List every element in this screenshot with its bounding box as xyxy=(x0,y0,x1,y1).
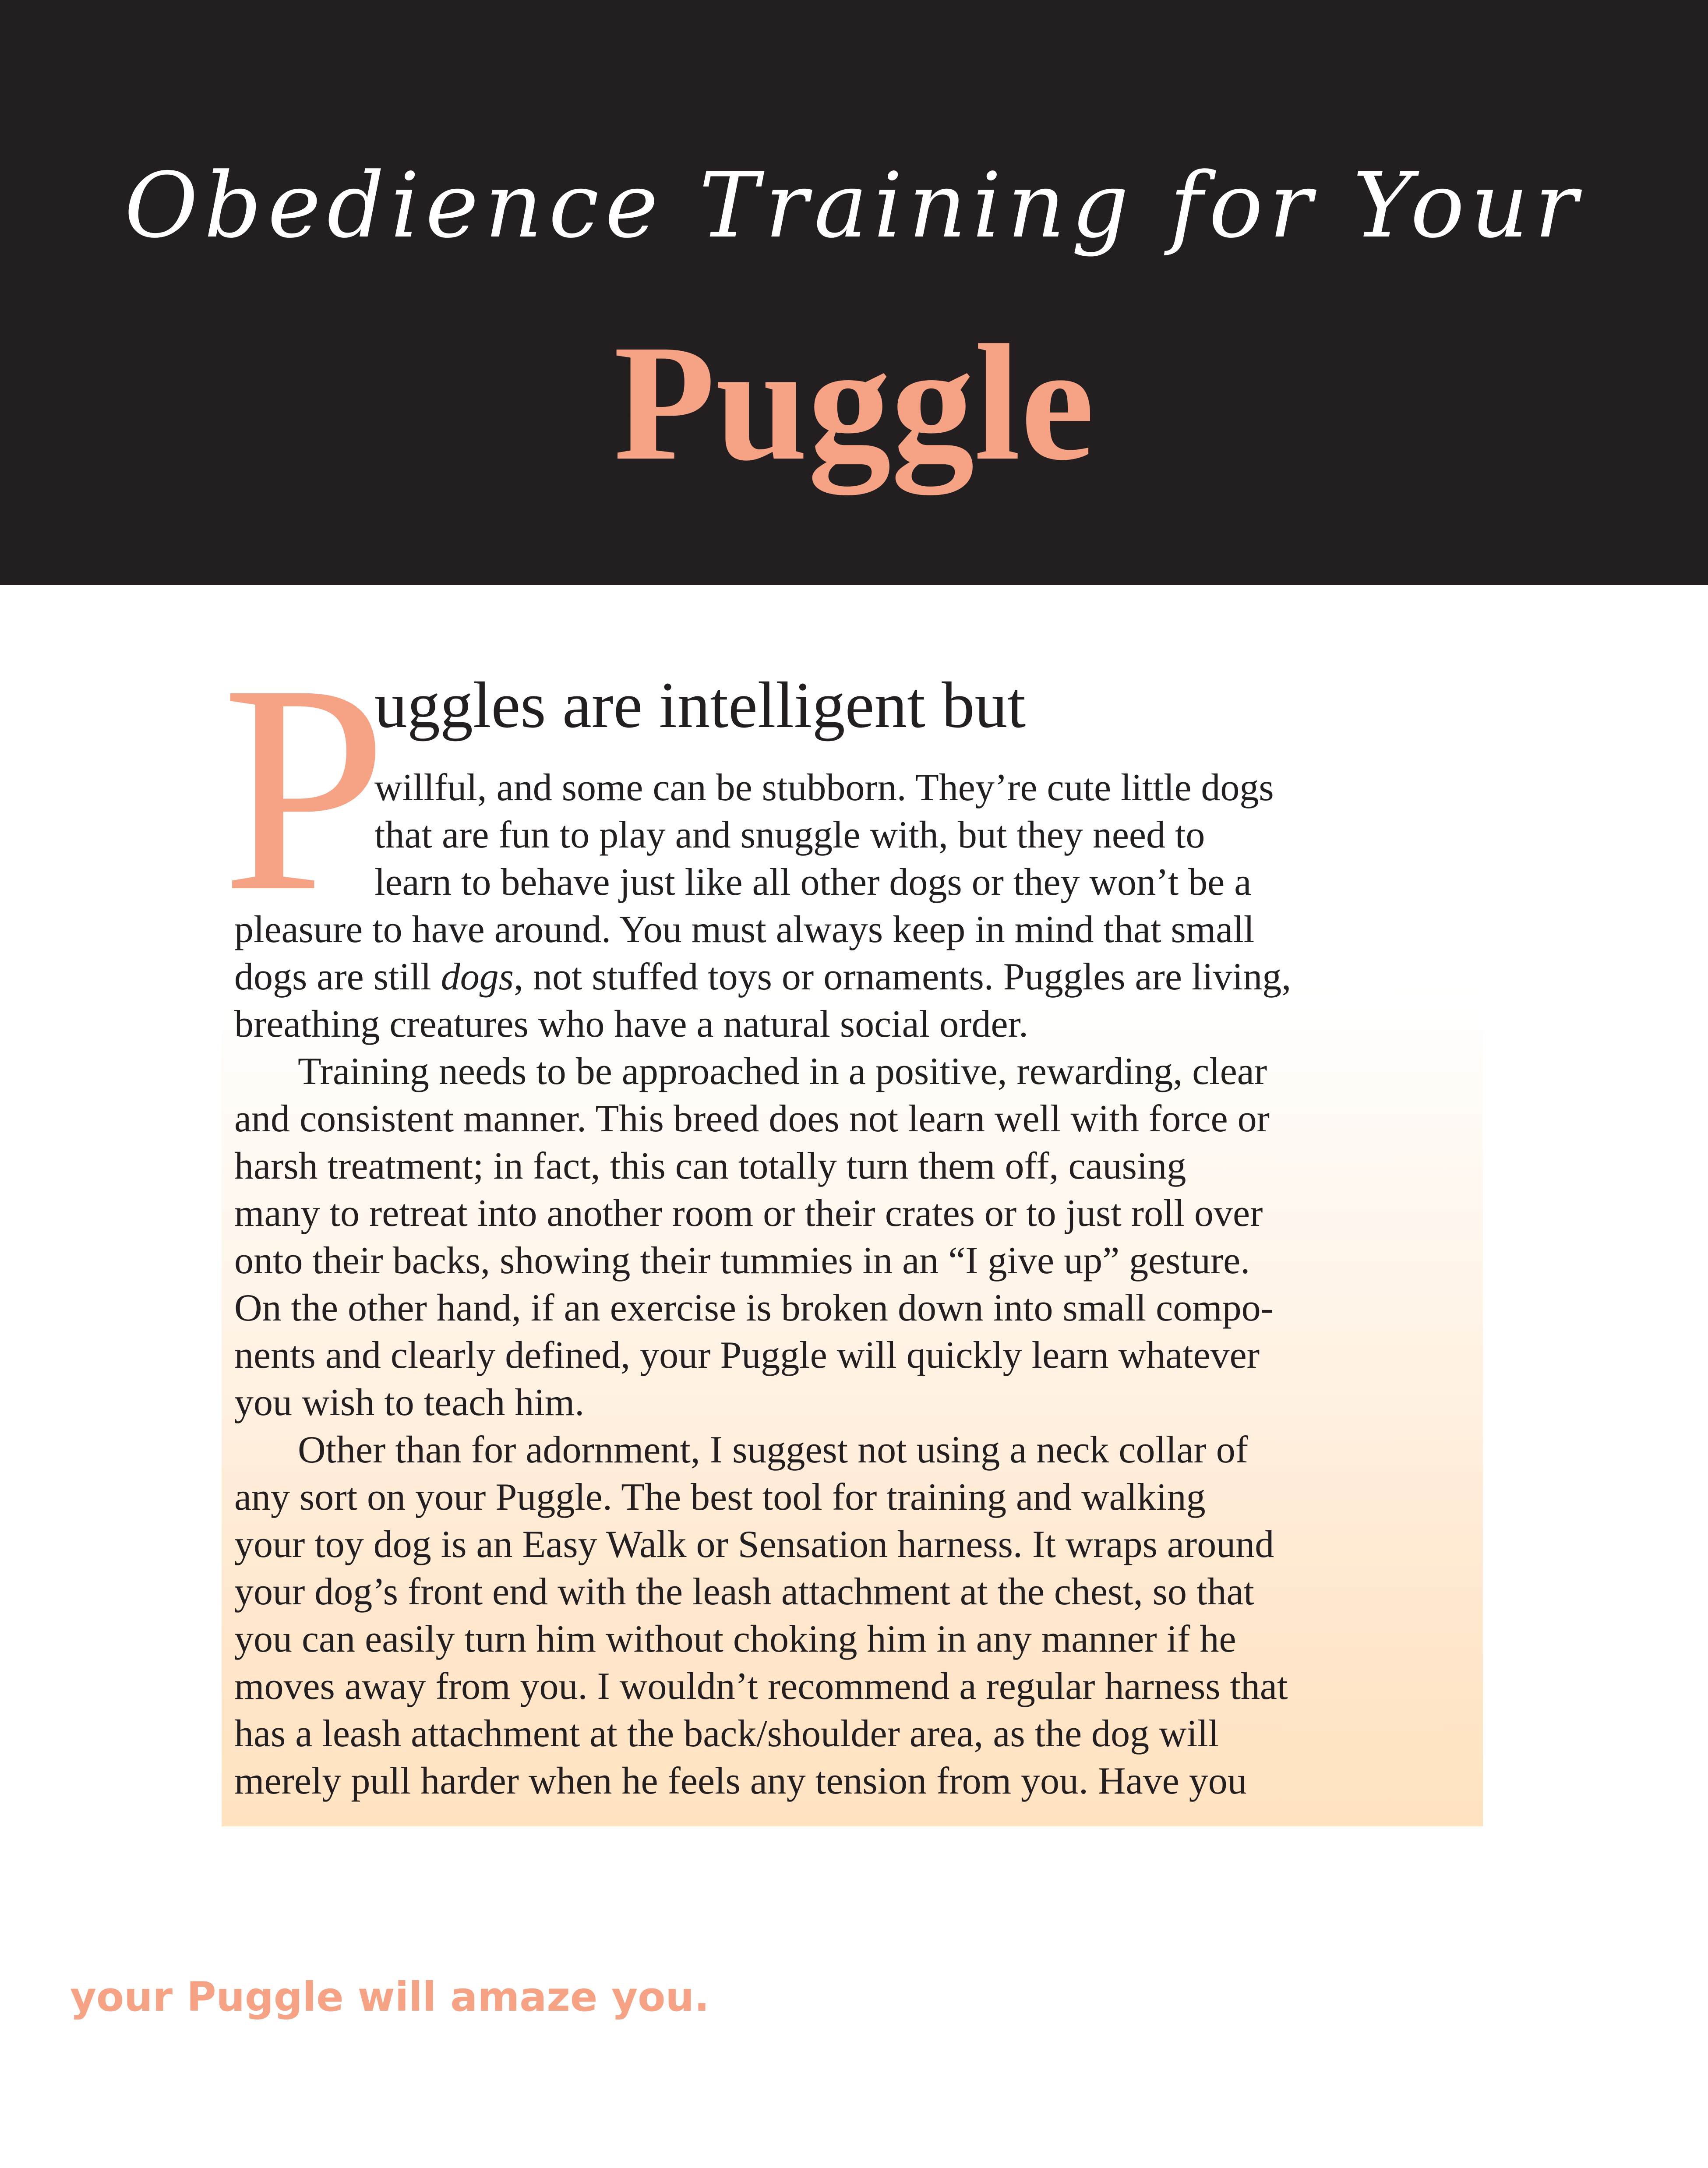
article-line: harsh treatment; in fact, this can totally turn them off, causing xyxy=(234,1145,1186,1187)
article-line: On the other hand, if an exercise is broken down into small compo- xyxy=(234,1287,1274,1329)
article-line: that are fun to play and snuggle with, but they need to xyxy=(374,814,1205,856)
article-line: breathing creatures who have a natural social order. xyxy=(234,1003,1028,1045)
drop-cap: P xyxy=(222,623,388,953)
article-line: has a leash attachment at the back/shoulder area, as the dog will xyxy=(234,1713,1219,1755)
article-line: Training needs to be approached in a positive, rewarding, clear xyxy=(298,1050,1267,1093)
article-line: moves away from you. I wouldn’t recommend a regular harness that xyxy=(234,1665,1288,1708)
article-line: you can easily turn him without choking him in any manner if he xyxy=(234,1618,1236,1660)
pull-quote: your Puggle will amaze you. xyxy=(70,1974,709,2020)
article-line: many to retreat into another room or their crates or to just roll over xyxy=(234,1192,1263,1235)
article-line: your toy dog is an Easy Walk or Sensation harness. It wraps around xyxy=(234,1523,1274,1566)
article-line: willful, and some can be stubborn. They’re cute little dogs xyxy=(374,766,1274,809)
article-line: you wish to teach him. xyxy=(234,1381,585,1424)
article-line: any sort on your Puggle. The best tool for training and walking xyxy=(234,1476,1206,1518)
article-line: and consistent manner. This breed does not learn well with force or xyxy=(234,1098,1270,1140)
page-title: Puggle xyxy=(614,311,1094,495)
header-subtitle: Obedience Training for Your xyxy=(124,154,1584,258)
article-line: nents and clearly defined, your Puggle will quickly learn whatever xyxy=(234,1334,1260,1377)
article-line: Other than for adornment, I suggest not using a neck collar of xyxy=(298,1429,1249,1471)
article-line: learn to behave just like all other dogs or they won’t be a xyxy=(374,861,1252,904)
article-line: dogs are still dogs, not stuffed toys or ornaments. Puggles are living, xyxy=(234,956,1292,998)
article-line: pleasure to have around. You must always keep in mind that small xyxy=(234,908,1255,951)
article-lead-line: uggles are intelligent but xyxy=(374,669,1026,741)
article-line: merely pull harder when he feels any tension from you. Have you xyxy=(234,1760,1247,1802)
article-line: onto their backs, showing their tummies in an “I give up” gesture. xyxy=(234,1239,1250,1282)
article-line: your dog’s front end with the leash attachment at the chest, so that xyxy=(234,1571,1254,1613)
